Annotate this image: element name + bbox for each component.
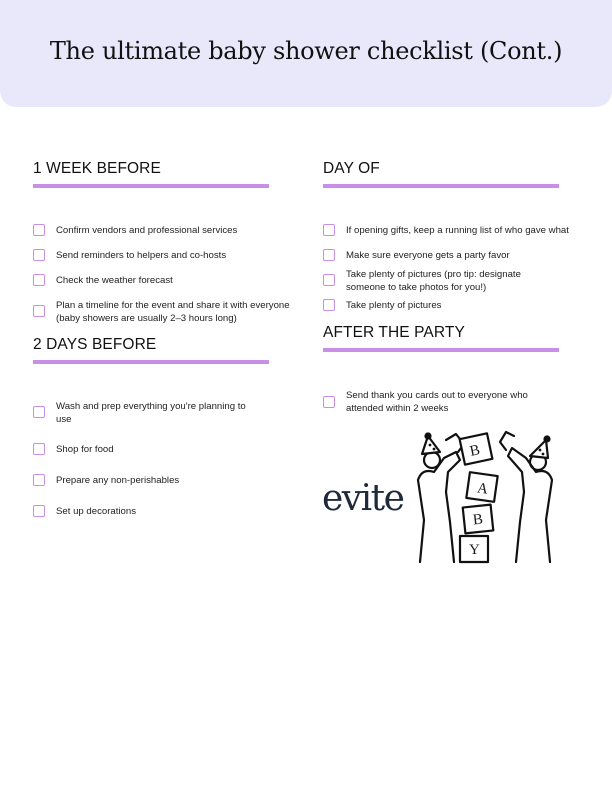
checkbox[interactable] xyxy=(33,443,45,455)
checklist-item-label: Send reminders to helpers and co-hosts xyxy=(56,250,227,261)
section-day-of xyxy=(323,160,593,311)
checklist-item-label: Shop for food xyxy=(56,444,114,455)
checkbox[interactable] xyxy=(33,406,45,418)
checkbox[interactable] xyxy=(323,274,335,286)
block-letter: B xyxy=(468,442,482,460)
header-banner xyxy=(0,0,612,107)
checklist-item-label: Make sure everyone gets a party favor xyxy=(346,250,510,261)
checkbox[interactable] xyxy=(323,396,335,408)
checklist-item-label: If opening gifts, keep a running list of who gave what xyxy=(346,225,569,236)
checklist-item-label: Check the weather forecast xyxy=(56,275,173,286)
checkbox[interactable] xyxy=(33,249,45,261)
section-title: 2 DAYS BEFORE xyxy=(33,336,269,364)
page-title: The ultimate baby shower checklist (Cont.) xyxy=(49,37,563,65)
evite-logo: evite xyxy=(322,478,404,519)
checklist-item-label: Take plenty of pictures (pro tip: designate someone to take photos for you!) xyxy=(346,269,521,293)
checkbox[interactable] xyxy=(323,224,335,236)
checkbox[interactable] xyxy=(33,474,45,486)
block-letter: B xyxy=(472,511,484,529)
section-1-week-before xyxy=(33,160,303,324)
checklist-item-label: Prepare any non-perishables xyxy=(56,475,180,486)
checklist-item-label: Wash and prep everything you're planning to use xyxy=(56,401,246,425)
checkbox[interactable] xyxy=(323,249,335,261)
section-after-the-party xyxy=(323,324,593,414)
checklist-item-label: Set up decorations xyxy=(56,506,137,517)
checkbox[interactable] xyxy=(33,224,45,236)
checklist-item-label: Confirm vendors and professional services xyxy=(56,225,238,236)
block-letter: Y xyxy=(469,542,480,558)
checkbox[interactable] xyxy=(323,299,335,311)
block-letter: A xyxy=(476,480,489,498)
baby-blocks-illustration-icon xyxy=(410,430,560,568)
checklist-item-label: Plan a timeline for the event and share it with everyone (baby showers are usually 2–3 hours long) xyxy=(56,300,290,324)
section-2-days-before xyxy=(33,336,303,517)
checkbox[interactable] xyxy=(33,274,45,286)
checklist-item-label: Take plenty of pictures xyxy=(346,300,442,311)
checkbox[interactable] xyxy=(33,505,45,517)
section-title: AFTER THE PARTY xyxy=(323,324,559,352)
checkbox[interactable] xyxy=(33,305,45,317)
section-title: 1 WEEK BEFORE xyxy=(33,160,269,188)
section-title: DAY OF xyxy=(323,160,559,188)
checklist-item-label: Send thank you cards out to everyone who attended within 2 weeks xyxy=(346,390,528,414)
